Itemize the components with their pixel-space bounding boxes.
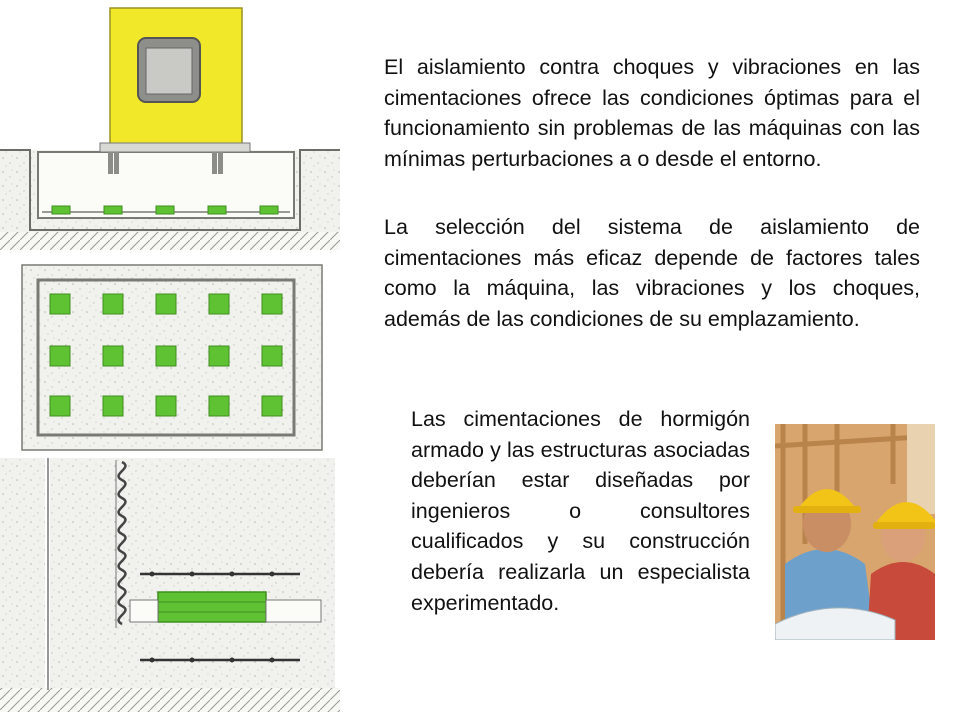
isolation-mat — [158, 592, 266, 622]
selection-paragraph: La selección del sistema de aislamiento de cimentaciones más eficaz depende de factores tales como la máquina, las vibraciones y los choques, además de las condiciones de su emplazamiento. — [384, 215, 920, 331]
machine-elevation-view — [0, 8, 340, 250]
intro-paragraph: El aislamiento contra choques y vibraciones en las cimentaciones ofrece las condiciones óptimas para el funcionamiento sin problemas de las máquinas con las mínimas perturbaciones a o desde el entorno. — [384, 55, 920, 171]
engineers-photo — [775, 424, 935, 640]
foundation-plan-view — [22, 265, 322, 450]
foundation-isolation-diagram — [0, 0, 345, 720]
construction-paragraph: Las cimentaciones de hormigón armado y las estructuras asociadas deberían estar diseñadas por ingenieros o consultores cualificados y su construcción debería realizarla un especialista experimentado. — [411, 407, 750, 615]
foundation-detail-section — [0, 458, 340, 712]
